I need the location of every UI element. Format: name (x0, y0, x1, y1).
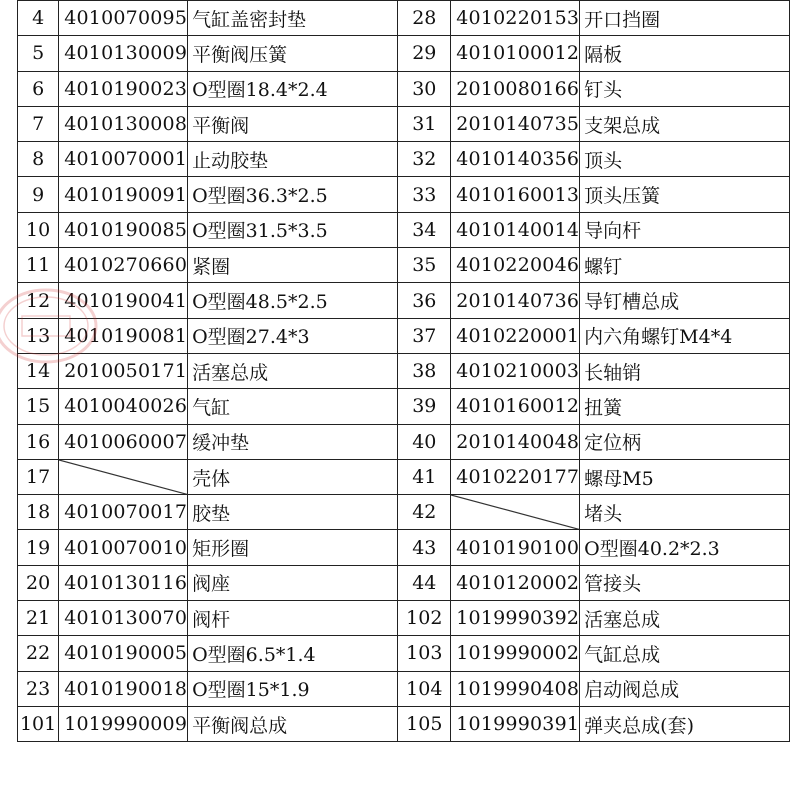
item-number: 4 (18, 1, 59, 36)
part-name: 气缸 (188, 389, 398, 424)
part-name: O型圈31.5*3.5 (188, 212, 398, 247)
part-name: 隔板 (580, 36, 790, 71)
part-code: 4010140356 (451, 142, 580, 177)
part-name: 开口挡圈 (580, 1, 790, 36)
part-code: 4010070001 (59, 142, 188, 177)
part-code: 1019990391 (451, 706, 580, 741)
part-code: 4010100012 (451, 36, 580, 71)
diagonal-slash-icon (59, 460, 187, 494)
item-number: 28 (398, 1, 451, 36)
table-row (18, 1, 790, 36)
part-code: 4010190091 (59, 177, 188, 212)
item-number: 9 (18, 177, 59, 212)
part-code: 4010190018 (59, 671, 188, 706)
item-number: 30 (398, 71, 451, 106)
part-name: 阀杆 (188, 601, 398, 636)
item-number: 31 (398, 106, 451, 141)
item-number: 6 (18, 71, 59, 106)
part-code: 2010140736 (451, 283, 580, 318)
item-number: 41 (398, 459, 451, 494)
part-name: 胶垫 (188, 495, 398, 530)
item-number: 37 (398, 318, 451, 353)
item-number: 32 (398, 142, 451, 177)
part-name: O型圈40.2*2.3 (580, 530, 790, 565)
part-code: 4010130009 (59, 36, 188, 71)
item-number: 13 (18, 318, 59, 353)
item-number: 22 (18, 636, 59, 671)
part-name: 平衡阀总成 (188, 706, 398, 741)
part-name: 气缸总成 (580, 636, 790, 671)
table-row (18, 177, 790, 212)
part-code: 2010140735 (451, 106, 580, 141)
item-number: 19 (18, 530, 59, 565)
part-code: 1019990002 (451, 636, 580, 671)
table-row (18, 36, 790, 71)
part-code: 4010190085 (59, 212, 188, 247)
part-name: 弹夹总成(套) (580, 706, 790, 741)
part-name: 气缸盖密封垫 (188, 1, 398, 36)
item-number: 39 (398, 389, 451, 424)
part-code: 2010140048 (451, 424, 580, 459)
part-code: 4010070017 (59, 495, 188, 530)
part-code: 4010160012 (451, 389, 580, 424)
part-name: O型圈18.4*2.4 (188, 71, 398, 106)
part-name: 螺母M5 (580, 459, 790, 494)
item-number: 14 (18, 353, 59, 388)
item-number: 44 (398, 565, 451, 600)
part-name: 紧圈 (188, 248, 398, 283)
item-number: 10 (18, 212, 59, 247)
table-row (18, 424, 790, 459)
part-code: 4010190100 (451, 530, 580, 565)
table-row (18, 706, 790, 741)
table-row (18, 389, 790, 424)
part-code: 4010190081 (59, 318, 188, 353)
parts-table (17, 0, 790, 742)
part-name: 壳体 (188, 459, 398, 494)
part-name: 扭簧 (580, 389, 790, 424)
item-number: 15 (18, 389, 59, 424)
item-number: 23 (18, 671, 59, 706)
part-code: 4010220001 (451, 318, 580, 353)
part-code: 1019990408 (451, 671, 580, 706)
part-code: 4010160013 (451, 177, 580, 212)
part-name: O型圈48.5*2.5 (188, 283, 398, 318)
part-code: 2010050171 (59, 353, 188, 388)
part-name: 矩形圈 (188, 530, 398, 565)
part-name: 顶头压簧 (580, 177, 790, 212)
item-number: 17 (18, 459, 59, 494)
part-code: 4010130008 (59, 106, 188, 141)
table-row (18, 671, 790, 706)
part-name: 支架总成 (580, 106, 790, 141)
part-code: 4010130116 (59, 565, 188, 600)
part-name: 钉头 (580, 71, 790, 106)
item-number: 8 (18, 142, 59, 177)
table-row (18, 495, 790, 530)
item-number: 103 (398, 636, 451, 671)
item-number: 35 (398, 248, 451, 283)
part-name: 顶头 (580, 142, 790, 177)
part-code: 4010070010 (59, 530, 188, 565)
part-code: 4010130070 (59, 601, 188, 636)
table-row (18, 212, 790, 247)
item-number: 21 (18, 601, 59, 636)
part-code: 4010060007 (59, 424, 188, 459)
part-code: 2010080166 (451, 71, 580, 106)
parts-table-body (18, 1, 790, 742)
part-name: 缓冲垫 (188, 424, 398, 459)
part-name: 导向杆 (580, 212, 790, 247)
part-code: 4010140014 (451, 212, 580, 247)
table-row (18, 318, 790, 353)
part-code: 4010120002 (451, 565, 580, 600)
table-row (18, 71, 790, 106)
item-number: 33 (398, 177, 451, 212)
item-number: 105 (398, 706, 451, 741)
table-row (18, 459, 790, 494)
part-code: 4010190023 (59, 71, 188, 106)
item-number: 104 (398, 671, 451, 706)
item-number: 101 (18, 706, 59, 741)
table-row (18, 353, 790, 388)
table-row (18, 106, 790, 141)
item-number: 42 (398, 495, 451, 530)
item-number: 34 (398, 212, 451, 247)
item-number: 29 (398, 36, 451, 71)
part-code: 4010040026 (59, 389, 188, 424)
part-name: 内六角螺钉M4*4 (580, 318, 790, 353)
part-name: 平衡阀压簧 (188, 36, 398, 71)
part-code: 4010270660 (59, 248, 188, 283)
part-name: 活塞总成 (580, 601, 790, 636)
part-name: O型圈15*1.9 (188, 671, 398, 706)
part-name: 平衡阀 (188, 106, 398, 141)
item-number: 16 (18, 424, 59, 459)
part-code: 4010190005 (59, 636, 188, 671)
item-number: 20 (18, 565, 59, 600)
item-number: 12 (18, 283, 59, 318)
part-code: 1019990009 (59, 706, 188, 741)
part-code: 4010220046 (451, 248, 580, 283)
part-code: 1019990392 (451, 601, 580, 636)
item-number: 102 (398, 601, 451, 636)
table-row (18, 142, 790, 177)
part-name: 止动胶垫 (188, 142, 398, 177)
part-code: 4010070095 (59, 1, 188, 36)
part-name: 活塞总成 (188, 353, 398, 388)
item-number: 5 (18, 36, 59, 71)
part-name: O型圈27.4*3 (188, 318, 398, 353)
empty-code-cell (451, 495, 580, 530)
part-code: 4010220177 (451, 459, 580, 494)
empty-code-cell (59, 459, 188, 494)
part-name: 导钉槽总成 (580, 283, 790, 318)
part-code: 4010190041 (59, 283, 188, 318)
item-number: 11 (18, 248, 59, 283)
table-row (18, 601, 790, 636)
diagonal-slash-icon (451, 495, 579, 529)
item-number: 7 (18, 106, 59, 141)
part-name: 启动阀总成 (580, 671, 790, 706)
table-row (18, 248, 790, 283)
part-name: 螺钉 (580, 248, 790, 283)
item-number: 43 (398, 530, 451, 565)
item-number: 18 (18, 495, 59, 530)
part-name: 阀座 (188, 565, 398, 600)
part-code: 4010220153 (451, 1, 580, 36)
part-name: 堵头 (580, 495, 790, 530)
item-number: 38 (398, 353, 451, 388)
part-name: 长轴销 (580, 353, 790, 388)
table-row (18, 530, 790, 565)
part-name: O型圈36.3*2.5 (188, 177, 398, 212)
part-name: 定位柄 (580, 424, 790, 459)
part-name: O型圈6.5*1.4 (188, 636, 398, 671)
table-row (18, 636, 790, 671)
item-number: 40 (398, 424, 451, 459)
item-number: 36 (398, 283, 451, 318)
part-name: 管接头 (580, 565, 790, 600)
part-code: 4010210003 (451, 353, 580, 388)
table-row (18, 283, 790, 318)
table-row (18, 565, 790, 600)
